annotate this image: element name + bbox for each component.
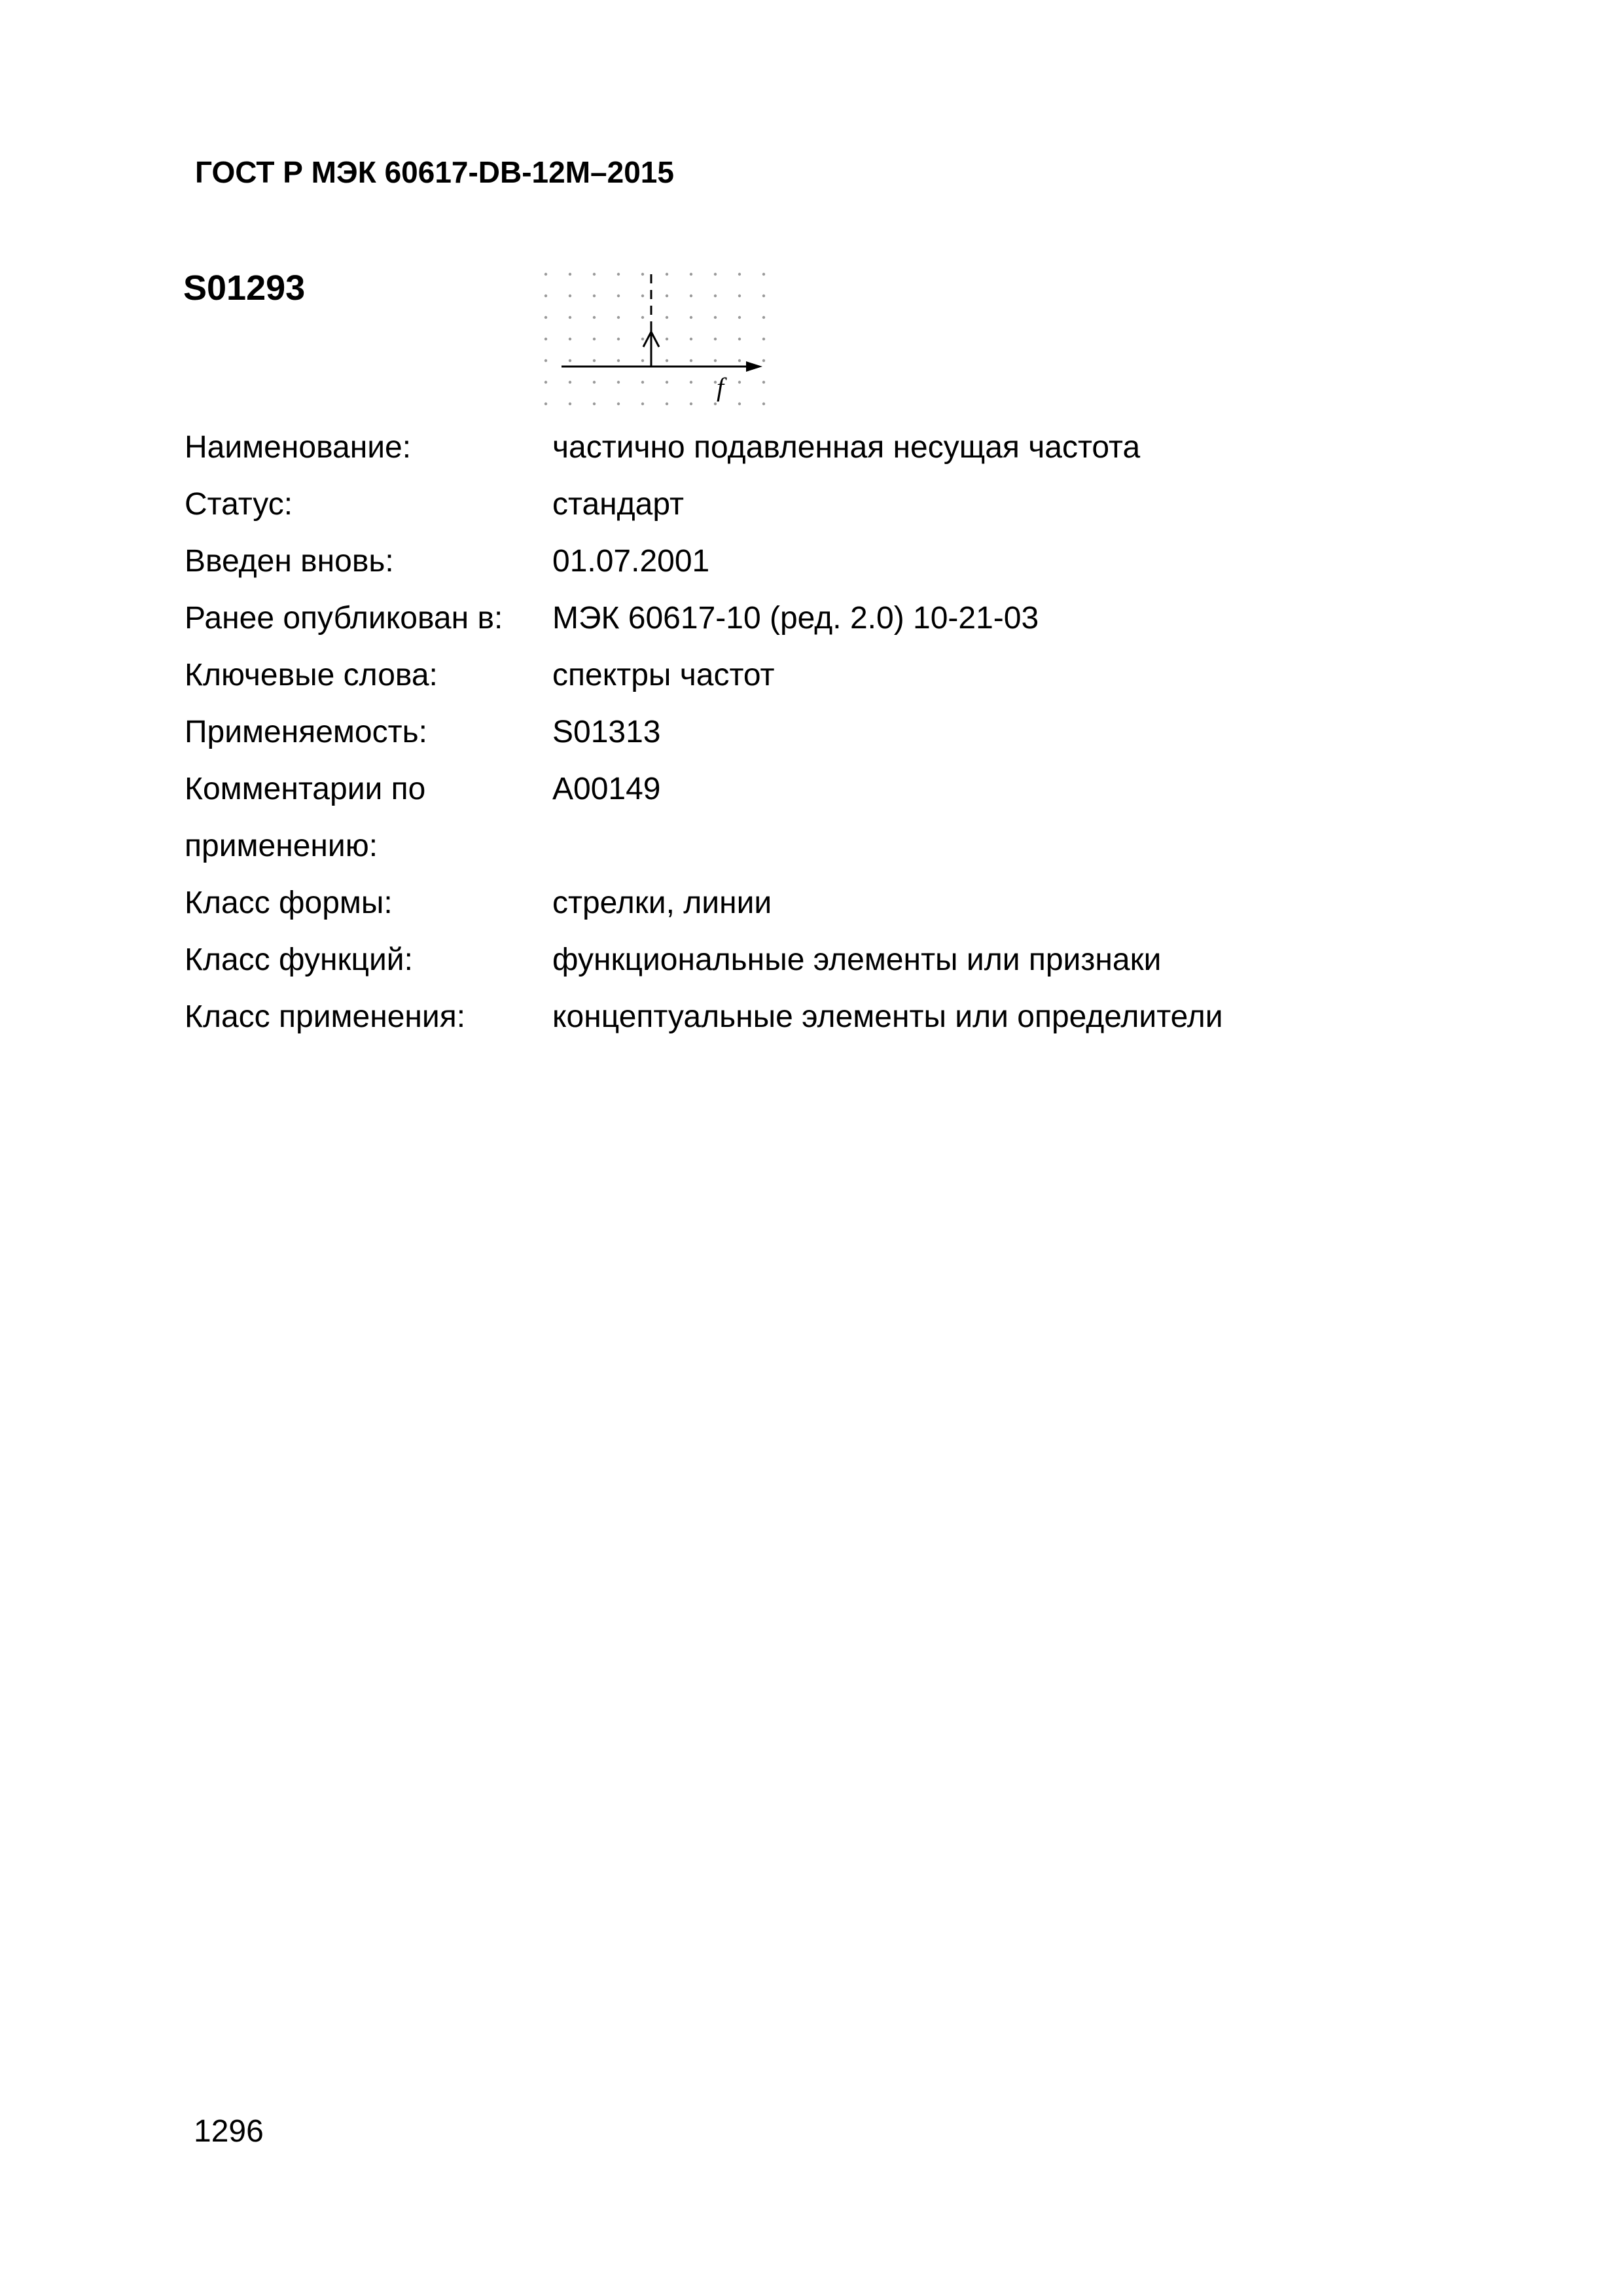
grid-dot xyxy=(762,295,765,297)
grid-dot xyxy=(593,359,596,362)
grid-dot xyxy=(762,381,765,384)
grid-dot xyxy=(762,273,765,276)
grid-dot xyxy=(714,316,717,319)
property-value: стрелки, линии xyxy=(552,886,772,920)
grid-dot xyxy=(641,381,644,384)
grid-dot xyxy=(666,381,668,384)
grid-dot xyxy=(593,273,596,276)
grid-dot xyxy=(617,381,620,384)
grid-dot xyxy=(641,359,644,362)
grid-dot xyxy=(714,295,717,297)
grid-dot xyxy=(617,359,620,362)
frequency-axis-label: f xyxy=(717,372,724,402)
property-label: Ключевые слова: xyxy=(185,658,438,692)
grid-dot xyxy=(641,273,644,276)
grid-dot xyxy=(569,273,571,276)
grid-dot xyxy=(666,338,668,340)
grid-dot xyxy=(593,403,596,405)
property-value: функциональные элементы или признаки xyxy=(552,942,1162,977)
properties-table xyxy=(185,419,1428,1045)
property-label: Комментарии по применению: xyxy=(185,772,426,863)
grid-dot xyxy=(544,338,547,340)
grid-dot xyxy=(617,316,620,319)
grid-dot xyxy=(569,295,571,297)
grid-dot xyxy=(617,403,620,405)
property-row xyxy=(185,647,1428,704)
grid-dot xyxy=(569,403,571,405)
grid-dot xyxy=(738,316,741,319)
grid-dot xyxy=(641,338,644,340)
property-row xyxy=(185,931,1428,988)
grid-dot xyxy=(714,273,717,276)
grid-dot xyxy=(762,338,765,340)
property-value: стандарт xyxy=(552,487,684,522)
grid-dot xyxy=(690,273,692,276)
grid-dot xyxy=(617,273,620,276)
grid-dot xyxy=(593,381,596,384)
document-header: ГОСТ Р МЭК 60617-DB-12M–2015 xyxy=(195,155,674,189)
grid-dot xyxy=(544,403,547,405)
grid-dot xyxy=(690,316,692,319)
property-label: Класс функций: xyxy=(185,942,413,977)
grid-dot xyxy=(714,403,717,405)
property-value: A00149 xyxy=(552,772,661,806)
grid-dot xyxy=(544,359,547,362)
partially-suppressed-carrier-frequency-symbol-icon xyxy=(537,265,772,412)
property-row xyxy=(185,419,1428,476)
grid-dot xyxy=(544,316,547,319)
property-row xyxy=(185,874,1428,931)
property-label: Наименование: xyxy=(185,430,412,465)
grid-dot xyxy=(544,381,547,384)
grid-dot xyxy=(666,359,668,362)
property-value: 01.07.2001 xyxy=(552,544,710,579)
grid-dot xyxy=(617,295,620,297)
property-value: S01313 xyxy=(552,715,661,749)
grid-dot xyxy=(738,359,741,362)
grid-dot xyxy=(569,359,571,362)
property-row xyxy=(185,988,1428,1045)
grid-dot xyxy=(593,295,596,297)
grid-dot xyxy=(714,359,717,362)
grid-dot xyxy=(666,295,668,297)
symbol-id: S01293 xyxy=(183,268,306,308)
property-label: Ранее опубликован в: xyxy=(185,601,503,636)
grid-dot xyxy=(641,316,644,319)
grid-dot xyxy=(569,316,571,319)
grid-dot xyxy=(666,273,668,276)
property-label: Статус: xyxy=(185,487,293,522)
grid-dot xyxy=(690,295,692,297)
property-label: Введен вновь: xyxy=(185,544,394,579)
property-row xyxy=(185,761,1428,874)
property-label: Класс применения: xyxy=(185,999,466,1034)
grid-dot xyxy=(690,338,692,340)
grid-dot xyxy=(641,295,644,297)
property-label: Применяемость: xyxy=(185,715,427,749)
grid-dot xyxy=(544,295,547,297)
frequency-axis-arrowhead xyxy=(746,361,762,372)
grid-dot xyxy=(738,295,741,297)
grid-dot xyxy=(762,359,765,362)
grid-dot xyxy=(714,338,717,340)
grid-dot xyxy=(738,273,741,276)
grid-dot xyxy=(690,403,692,405)
property-row xyxy=(185,590,1428,647)
property-value: частично подавленная несущая частота xyxy=(552,430,1141,465)
property-row xyxy=(185,476,1428,533)
grid-dot xyxy=(690,359,692,362)
grid-dot xyxy=(666,403,668,405)
grid-dot xyxy=(617,338,620,340)
grid-dot xyxy=(738,338,741,340)
grid-dot xyxy=(544,273,547,276)
grid-dot xyxy=(666,316,668,319)
grid-dot xyxy=(738,381,741,384)
grid-dot xyxy=(569,381,571,384)
property-value: спектры частот xyxy=(552,658,775,692)
property-value: МЭК 60617-10 (ред. 2.0) 10-21-03 xyxy=(552,601,1039,636)
grid-dot xyxy=(690,381,692,384)
grid-dot xyxy=(569,338,571,340)
grid-dot xyxy=(738,403,741,405)
grid-dot xyxy=(593,316,596,319)
grid-dot xyxy=(762,403,765,405)
grid-dot xyxy=(641,403,644,405)
grid-dot xyxy=(593,338,596,340)
property-value: концептуальные элементы или определители xyxy=(552,999,1223,1034)
property-row xyxy=(185,704,1428,761)
page-number: 1296 xyxy=(194,2114,264,2149)
property-label: Класс формы: xyxy=(185,886,393,920)
property-row xyxy=(185,533,1428,590)
grid-dot xyxy=(762,316,765,319)
